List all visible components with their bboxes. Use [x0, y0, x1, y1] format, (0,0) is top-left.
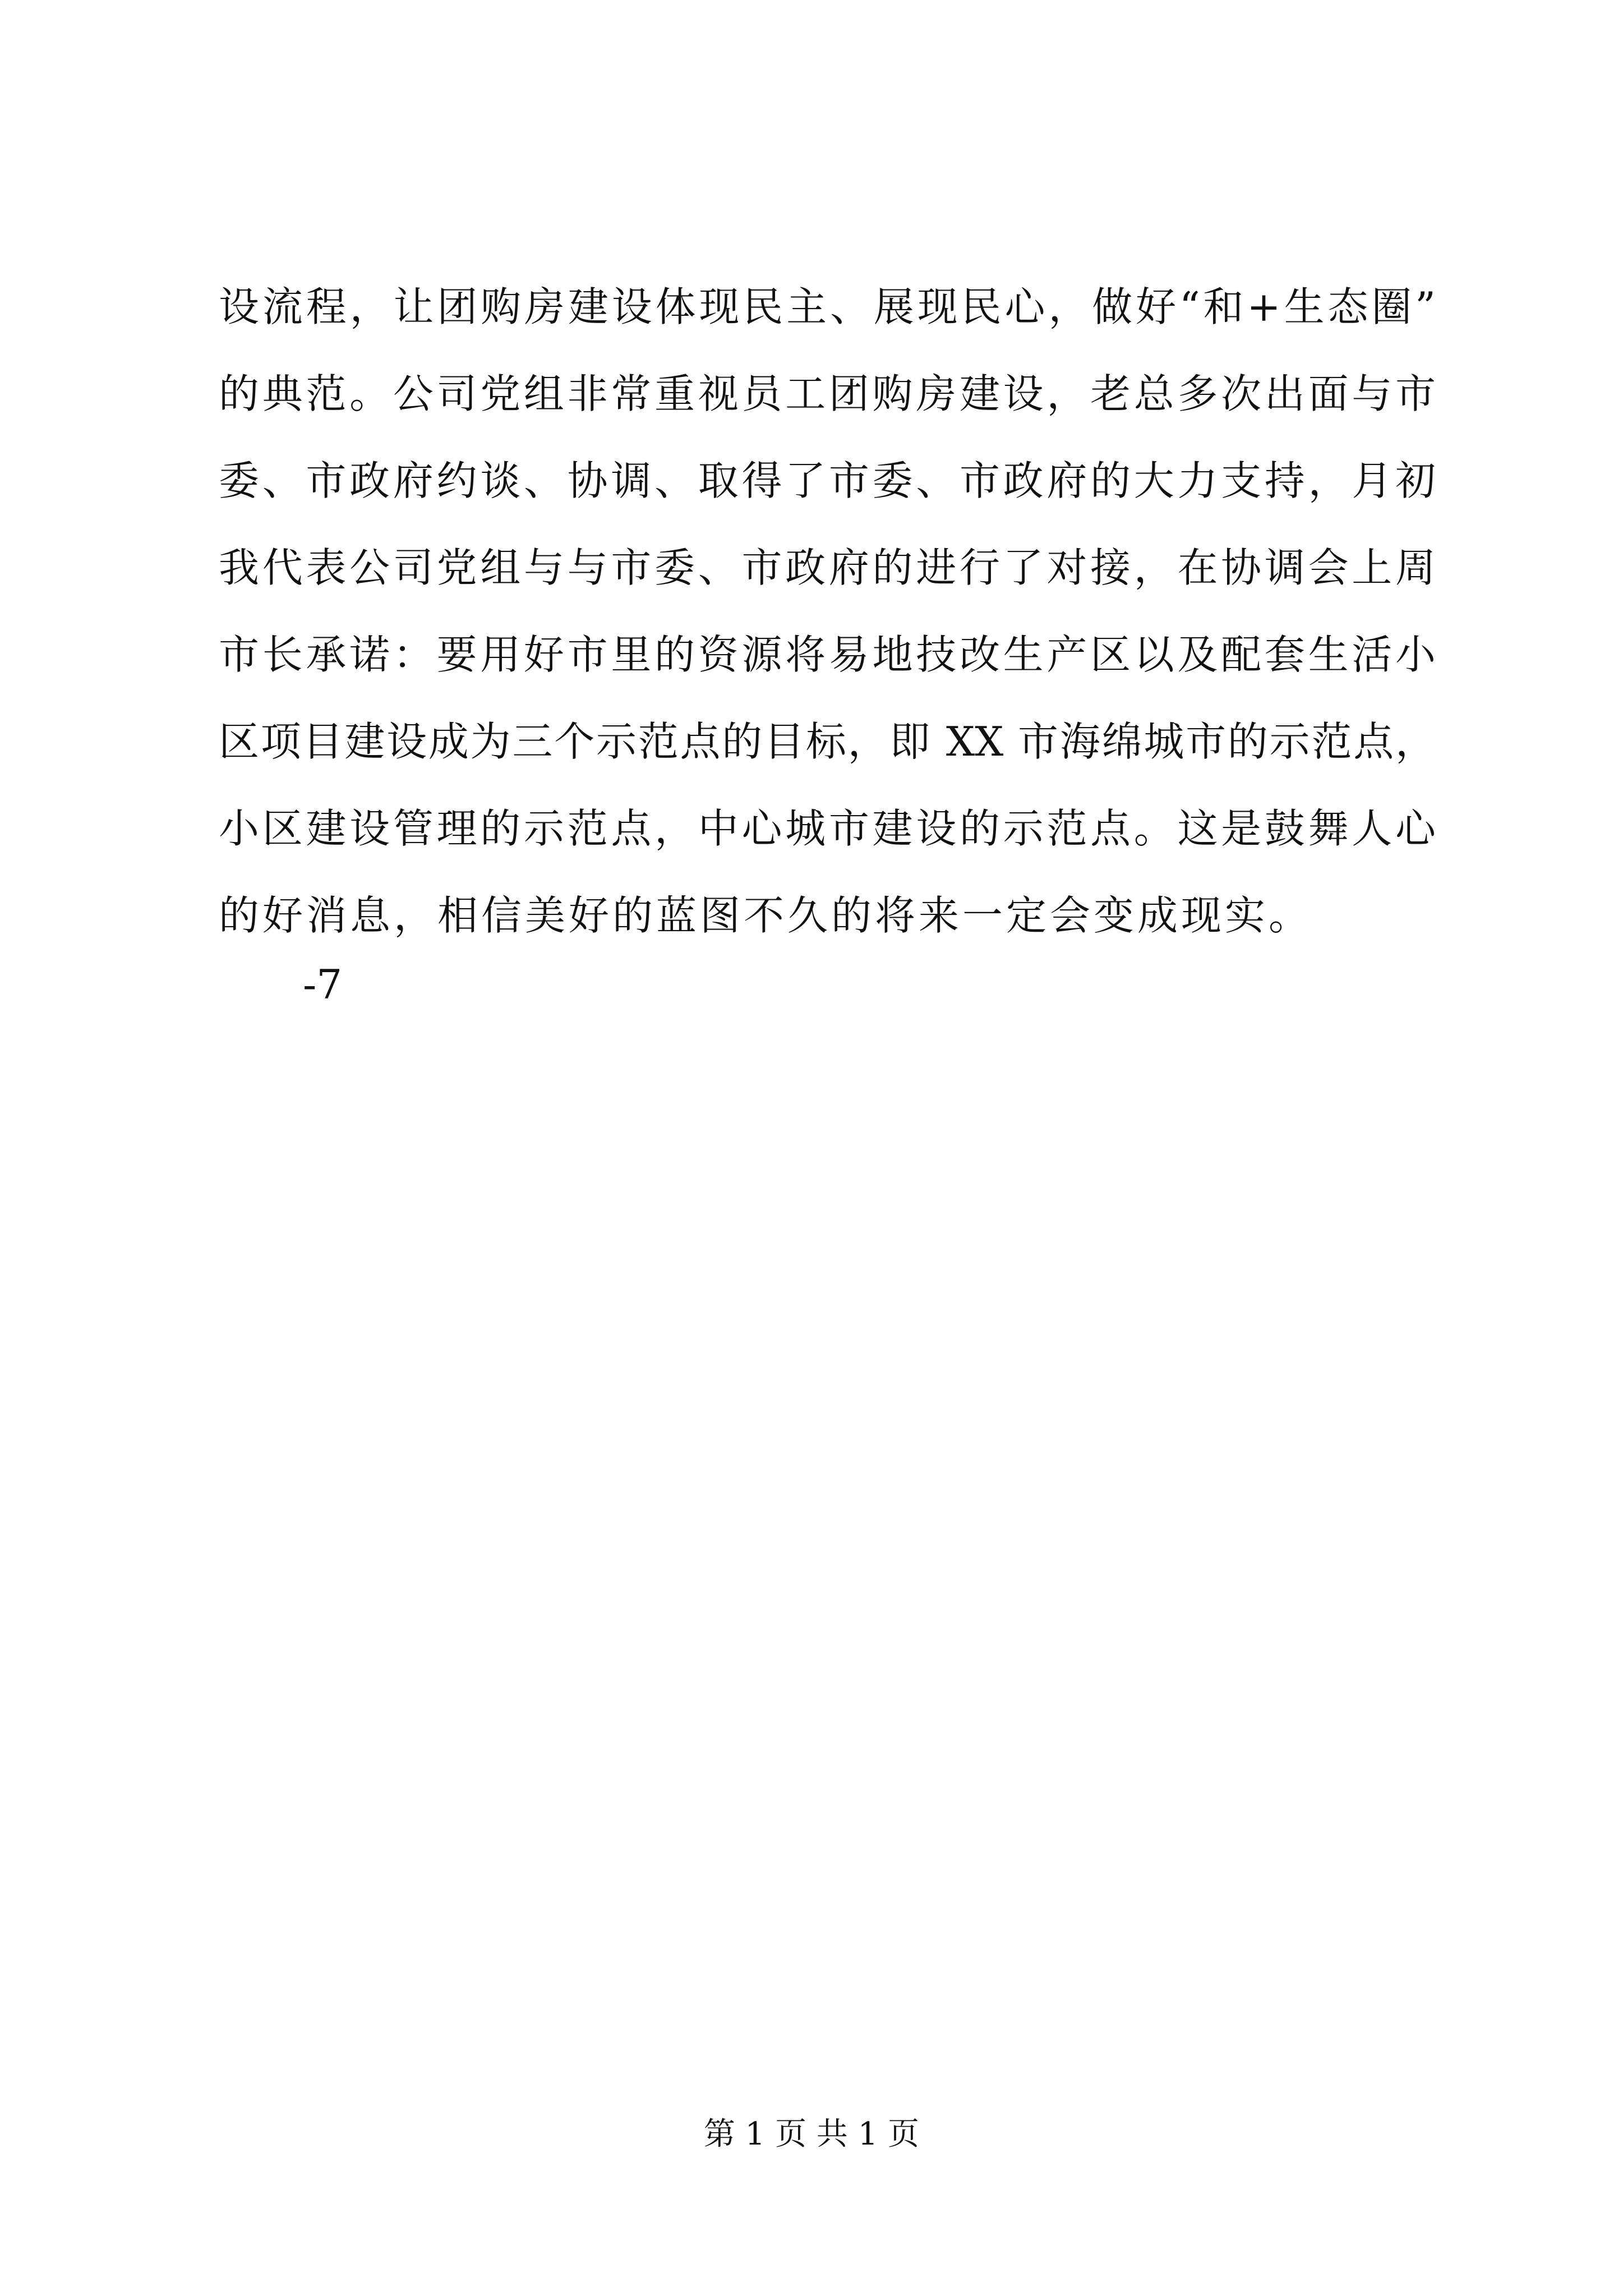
paragraph-line-1: 设流程，让团购房建设体现民主、展现民心，做好“和+生态圈” [219, 283, 1436, 330]
page-footer: 第 1 页 共 1 页 [703, 2116, 920, 2152]
paragraph-line-4: 我代表公司党组与与市委、市政府的进行了对接，在协调会上周 [219, 544, 1436, 591]
body-paragraph [219, 264, 1436, 959]
paragraph-line-8: 的好消息，相信美好的蓝图不久的将来一定会变成现实。 [219, 892, 1313, 939]
paragraph-line-5: 市长承诺：要用好市里的资源将易地技改生产区以及配套生活小 [219, 631, 1436, 678]
paragraph-line-3: 委、市政府约谈、协调、取得了市委、市政府的大力支持，月初 [219, 457, 1436, 504]
paragraph-line-7: 小区建设管理的示范点，中心城市建设的示范点。这是鼓舞人心 [219, 805, 1436, 852]
paragraph-line-2: 的典范。公司党组非常重视员工团购房建设，老总多次出面与市 [219, 370, 1436, 417]
page-mark: -7 [303, 961, 343, 1008]
paragraph-line-6: 区项目建设成为三个示范点的目标，即 XX 市海绵城市的示范点， [219, 718, 1436, 765]
